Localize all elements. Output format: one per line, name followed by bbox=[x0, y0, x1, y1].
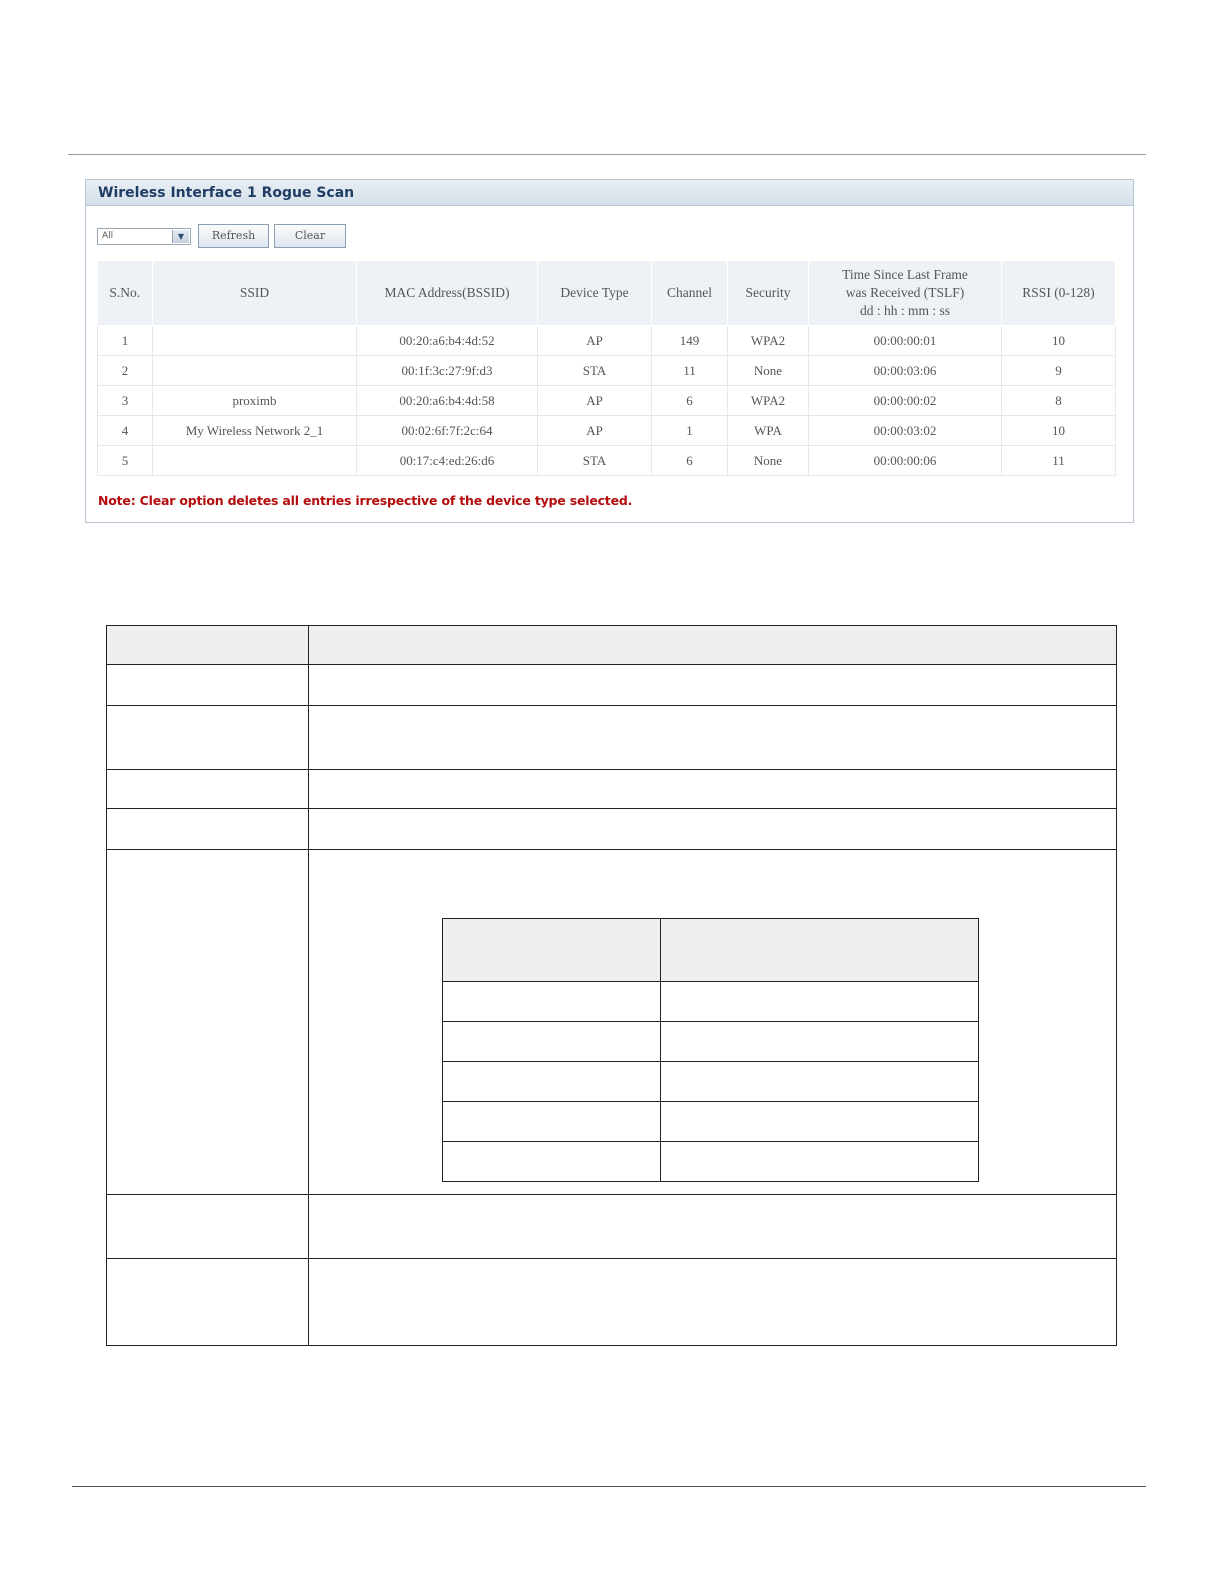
header-divider bbox=[68, 154, 1146, 155]
desc-cell bbox=[309, 1195, 1117, 1259]
device-type-filter-select[interactable] bbox=[97, 228, 191, 245]
table-row[interactable] bbox=[98, 386, 1116, 416]
cell-mac: 00:20:a6:b4:4d:52 bbox=[357, 326, 538, 356]
desc-cell bbox=[309, 770, 1117, 809]
cell-security: WPA2 bbox=[728, 326, 809, 356]
col-header-mac[interactable]: MAC Address(BSSID) bbox=[357, 261, 538, 326]
cell-channel: 11 bbox=[652, 356, 728, 386]
filter-selected-value: All bbox=[102, 231, 114, 241]
cell-mac: 00:02:6f:7f:2c:64 bbox=[357, 416, 538, 446]
desc-cell bbox=[309, 626, 1117, 665]
chevron-down-icon[interactable]: ▼ bbox=[172, 230, 189, 243]
sub-row bbox=[443, 982, 979, 1022]
sub-cell bbox=[443, 1102, 661, 1142]
cell-tslf: 00:00:03:06 bbox=[809, 356, 1002, 386]
cell-sno: 3 bbox=[98, 386, 153, 416]
desc-cell bbox=[309, 1259, 1117, 1346]
desc-cell bbox=[107, 665, 309, 706]
col-header-channel[interactable]: Channel bbox=[652, 261, 728, 326]
desc-row bbox=[107, 1259, 1117, 1346]
col-header-tslf[interactable] bbox=[809, 261, 1002, 326]
cell-device-type: AP bbox=[538, 326, 652, 356]
cell-device-type: STA bbox=[538, 356, 652, 386]
footer-divider bbox=[72, 1486, 1146, 1487]
sub-cell bbox=[443, 919, 661, 982]
cell-security: None bbox=[728, 356, 809, 386]
sub-cell bbox=[661, 1142, 979, 1182]
clear-note: Note: Clear option deletes all entries irrespective of the device type selected. bbox=[98, 493, 633, 508]
cell-security: WPA2 bbox=[728, 386, 809, 416]
cell-tslf: 00:00:03:02 bbox=[809, 416, 1002, 446]
table-row[interactable] bbox=[98, 446, 1116, 476]
cell-mac: 00:20:a6:b4:4d:58 bbox=[357, 386, 538, 416]
cell-sno: 1 bbox=[98, 326, 153, 356]
table-row[interactable] bbox=[98, 326, 1116, 356]
tslf-header-line1: Time Since Last Frame bbox=[842, 267, 968, 282]
cell-rssi: 11 bbox=[1002, 446, 1116, 476]
cell-sno: 5 bbox=[98, 446, 153, 476]
desc-cell bbox=[107, 809, 309, 850]
cell-rssi: 9 bbox=[1002, 356, 1116, 386]
desc-row bbox=[107, 809, 1117, 850]
rogue-scan-table bbox=[97, 261, 1116, 476]
sub-row bbox=[443, 1022, 979, 1062]
cell-tslf: 00:00:00:06 bbox=[809, 446, 1002, 476]
desc-cell bbox=[309, 706, 1117, 770]
cell-channel: 6 bbox=[652, 386, 728, 416]
cell-ssid: My Wireless Network 2_1 bbox=[153, 416, 357, 446]
col-header-sno[interactable]: S.No. bbox=[98, 261, 153, 326]
panel-title: Wireless Interface 1 Rogue Scan bbox=[86, 180, 1133, 206]
table-header-row bbox=[98, 261, 1116, 326]
cell-security: WPA bbox=[728, 416, 809, 446]
col-header-security[interactable]: Security bbox=[728, 261, 809, 326]
rogue-scan-panel bbox=[85, 179, 1134, 523]
sub-cell bbox=[443, 1142, 661, 1182]
desc-cell bbox=[309, 809, 1117, 850]
cell-tslf: 00:00:00:02 bbox=[809, 386, 1002, 416]
desc-cell bbox=[107, 626, 309, 665]
cell-device-type: AP bbox=[538, 386, 652, 416]
desc-row bbox=[107, 770, 1117, 809]
sub-row bbox=[443, 1102, 979, 1142]
desc-cell bbox=[107, 1259, 309, 1346]
cell-ssid bbox=[153, 356, 357, 386]
refresh-button[interactable]: Refresh bbox=[198, 224, 269, 248]
desc-row bbox=[107, 665, 1117, 706]
cell-mac: 00:17:c4:ed:26:d6 bbox=[357, 446, 538, 476]
cell-rssi: 8 bbox=[1002, 386, 1116, 416]
cell-sno: 2 bbox=[98, 356, 153, 386]
desc-row bbox=[107, 706, 1117, 770]
sub-cell bbox=[661, 1022, 979, 1062]
cell-device-type: STA bbox=[538, 446, 652, 476]
sub-cell bbox=[443, 1062, 661, 1102]
table-row[interactable] bbox=[98, 416, 1116, 446]
sub-header-row bbox=[443, 919, 979, 982]
cell-security: None bbox=[728, 446, 809, 476]
cell-channel: 149 bbox=[652, 326, 728, 356]
sub-cell bbox=[443, 1022, 661, 1062]
col-header-ssid[interactable]: SSID bbox=[153, 261, 357, 326]
desc-cell bbox=[107, 770, 309, 809]
cell-rssi: 10 bbox=[1002, 416, 1116, 446]
desc-row bbox=[107, 1195, 1117, 1259]
sub-row bbox=[443, 1062, 979, 1102]
cell-ssid: proximb bbox=[153, 386, 357, 416]
desc-cell bbox=[309, 665, 1117, 706]
cell-ssid bbox=[153, 326, 357, 356]
cell-ssid bbox=[153, 446, 357, 476]
col-header-device-type[interactable]: Device Type bbox=[538, 261, 652, 326]
cell-sno: 4 bbox=[98, 416, 153, 446]
sub-cell bbox=[661, 919, 979, 982]
desc-cell bbox=[107, 706, 309, 770]
table-row[interactable] bbox=[98, 356, 1116, 386]
sub-cell bbox=[661, 982, 979, 1022]
sub-row bbox=[443, 1142, 979, 1182]
desc-header-row bbox=[107, 626, 1117, 665]
cell-device-type: AP bbox=[538, 416, 652, 446]
sub-cell bbox=[443, 982, 661, 1022]
clear-button[interactable]: Clear bbox=[274, 224, 346, 248]
cell-channel: 6 bbox=[652, 446, 728, 476]
sub-cell bbox=[661, 1102, 979, 1142]
cell-channel: 1 bbox=[652, 416, 728, 446]
tslf-header-line3: dd : hh : mm : ss bbox=[859, 303, 950, 318]
tslf-header-line2: was Received (TSLF) bbox=[845, 285, 965, 300]
cell-mac: 00:1f:3c:27:9f:d3 bbox=[357, 356, 538, 386]
desc-cell bbox=[107, 850, 309, 1195]
sub-cell bbox=[661, 1062, 979, 1102]
cell-rssi: 10 bbox=[1002, 326, 1116, 356]
cell-tslf: 00:00:00:01 bbox=[809, 326, 1002, 356]
nested-description-table bbox=[442, 918, 979, 1182]
col-header-rssi[interactable]: RSSI (0-128) bbox=[1002, 261, 1116, 326]
desc-cell bbox=[107, 1195, 309, 1259]
